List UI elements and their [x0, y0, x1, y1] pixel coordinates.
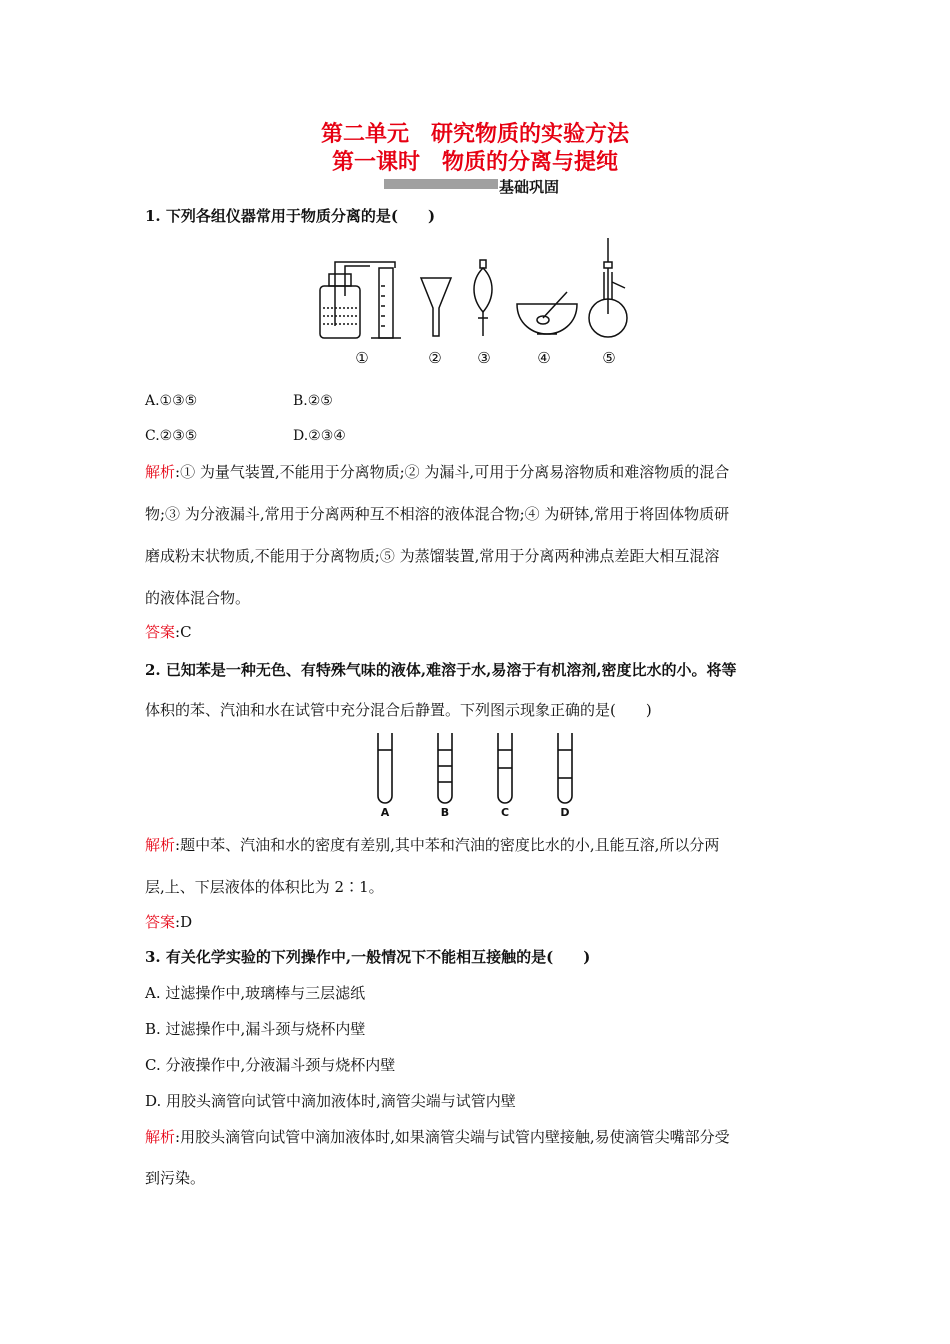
- q1-option-a: A.①③⑤: [145, 393, 198, 409]
- figure-label: D: [560, 806, 570, 819]
- section-label: 基础巩固: [499, 178, 560, 196]
- q1-analysis-line: 物;③ 为分液漏斗,常用于分离两种互不相溶的液体混合物;④ 为研钵,常用于将固体物质研: [145, 505, 730, 523]
- page-subtitle: 第一课时 物质的分离与提纯: [331, 150, 618, 175]
- q2-stem-line: 2. 已知苯是一种无色、有特殊气味的液体,难溶于水,易溶于有机溶剂,密度比水的小。将等: [145, 661, 737, 679]
- separatory-funnel-icon: [474, 260, 492, 336]
- figure-label: ②: [428, 349, 442, 367]
- q1-analysis-line: 磨成粉末状物质,不能用于分离物质;⑤ 为蒸馏装置,常用于分离两种沸点差距大相互混溶: [145, 547, 720, 565]
- q1-option-c: C.②③⑤: [145, 428, 198, 444]
- q3-option-d: D. 用胶头滴管向试管中滴加液体时,滴管尖端与试管内壁: [145, 1092, 516, 1110]
- answer-label: 答案: [145, 623, 176, 641]
- q1-analysis-line: 解析:① 为量气装置,不能用于分离物质;② 为漏斗,可用于分离易溶物质和难溶物质的混合: [145, 463, 730, 481]
- section-bar: [384, 179, 498, 189]
- q3-option-b: B. 过滤操作中,漏斗颈与烧杯内壁: [145, 1020, 366, 1038]
- analysis-label: 解析: [145, 1128, 176, 1146]
- q1-option-d: D.②③④: [293, 428, 346, 444]
- test-tube-c-icon: [498, 733, 512, 803]
- q2-answer: 答案:D: [145, 913, 193, 931]
- q3-option-a: A. 过滤操作中,玻璃棒与三层滤纸: [145, 984, 366, 1002]
- mortar-and-pestle-icon: [517, 292, 577, 334]
- q2-analysis-line: 层,上、下层液体的体积比为 2∶1。: [145, 878, 384, 896]
- figure-label: ③: [477, 349, 491, 367]
- q2-analysis-line: 解析:题中苯、汽油和水的密度有差别,其中苯和汽油的密度比水的小,且能互溶,所以分两: [145, 836, 720, 854]
- q3-option-c: C. 分液操作中,分液漏斗颈与烧杯内壁: [145, 1056, 396, 1074]
- gas-measuring-apparatus-icon: [320, 262, 401, 338]
- distillation-flask-icon: [589, 238, 627, 337]
- test-tube-d-icon: [558, 733, 572, 803]
- q3-stem: 3. 有关化学实验的下列操作中,一般情况下不能相互接触的是( ): [145, 948, 591, 966]
- q1-answer: 答案:C: [145, 623, 192, 641]
- figure-label: ①: [355, 349, 369, 367]
- answer-label: 答案: [145, 913, 176, 931]
- q1-stem: 1. 下列各组仪器常用于物质分离的是( ): [145, 207, 436, 225]
- figure-label: ⑤: [602, 349, 616, 367]
- test-tube-b-icon: [438, 733, 452, 803]
- figure-label: ④: [537, 349, 551, 367]
- q1-option-b: B.②⑤: [293, 393, 333, 409]
- q2-test-tubes-figure: [370, 730, 580, 820]
- test-tube-a-icon: [378, 733, 392, 803]
- analysis-label: 解析: [145, 463, 176, 481]
- page-title: 第二单元 研究物质的实验方法: [320, 122, 629, 147]
- q3-analysis-line: 到污染。: [145, 1169, 206, 1187]
- q1-apparatus-figure: [315, 236, 635, 368]
- figure-label: C: [500, 806, 510, 819]
- figure-label: B: [440, 806, 450, 819]
- figure-label: A: [380, 806, 390, 819]
- funnel-icon: [421, 278, 451, 336]
- q2-stem-line: 体积的苯、汽油和水在试管中充分混合后静置。下列图示现象正确的是( ): [145, 701, 652, 719]
- q3-analysis-line: 解析:用胶头滴管向试管中滴加液体时,如果滴管尖端与试管内壁接触,易使滴管尖嘴部分受: [145, 1128, 730, 1146]
- analysis-label: 解析: [145, 836, 176, 854]
- q1-analysis-line: 的液体混合物。: [145, 589, 251, 607]
